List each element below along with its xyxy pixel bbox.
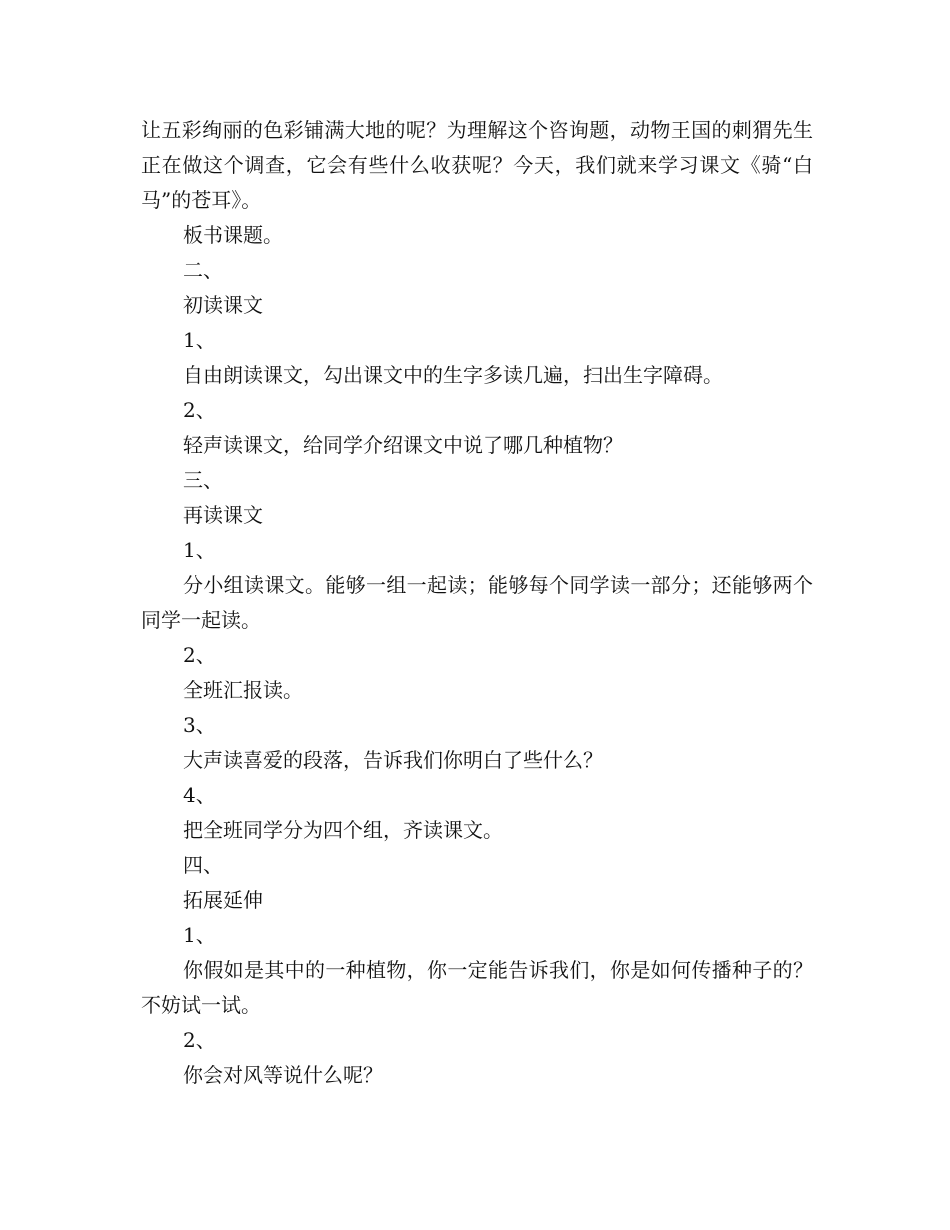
- section-number-3: 三、: [183, 468, 223, 492]
- section-heading-extension: 拓展延伸: [183, 888, 263, 912]
- section-number-4: 四、: [183, 853, 223, 877]
- list-item: 自由朗读课文，勾出课文中的生字多读几遍，扫出生字障碍。: [183, 363, 723, 387]
- section-heading-first-reading: 初读课文: [183, 293, 263, 317]
- list-item: 你会对风等说什么呢？: [183, 1063, 383, 1087]
- paragraph-board-title: 板书课题。: [183, 223, 283, 247]
- list-item: 全班汇报读。: [183, 678, 303, 702]
- item-number: 1、: [183, 328, 216, 352]
- item-number: 2、: [183, 643, 216, 667]
- document-body: [141, 113, 813, 1093]
- list-item: 分小组读课文。能够一组一起读；能够每个同学读一部分；还能够两个同学一起读。: [141, 573, 813, 632]
- item-number: 4、: [183, 783, 216, 807]
- list-item: 大声读喜爱的段落，告诉我们你明白了些什么？: [183, 748, 603, 772]
- list-item: 把全班同学分为四个组，齐读课文。: [183, 818, 503, 842]
- item-number: 2、: [183, 398, 216, 422]
- list-item: 轻声读课文，给同学介绍课文中说了哪几种植物？: [183, 433, 623, 457]
- item-number: 3、: [183, 713, 216, 737]
- item-number: 1、: [183, 923, 216, 947]
- item-number: 2、: [183, 1028, 216, 1052]
- section-number-2: 二、: [183, 258, 223, 282]
- section-heading-reread: 再读课文: [183, 503, 263, 527]
- list-item: 你假如是其中的一种植物，你一定能告诉我们，你是如何传播种子的？不妨试一试。: [141, 958, 813, 1017]
- paragraph-intro: 让五彩绚丽的色彩铺满大地的呢？为理解这个咨询题，动物王国的刺猬先生正在做这个调查，它会有些什么收获呢？今天，我们就来学习课文《骑“白马”的苍耳》。: [141, 118, 813, 212]
- item-number: 1、: [183, 538, 216, 562]
